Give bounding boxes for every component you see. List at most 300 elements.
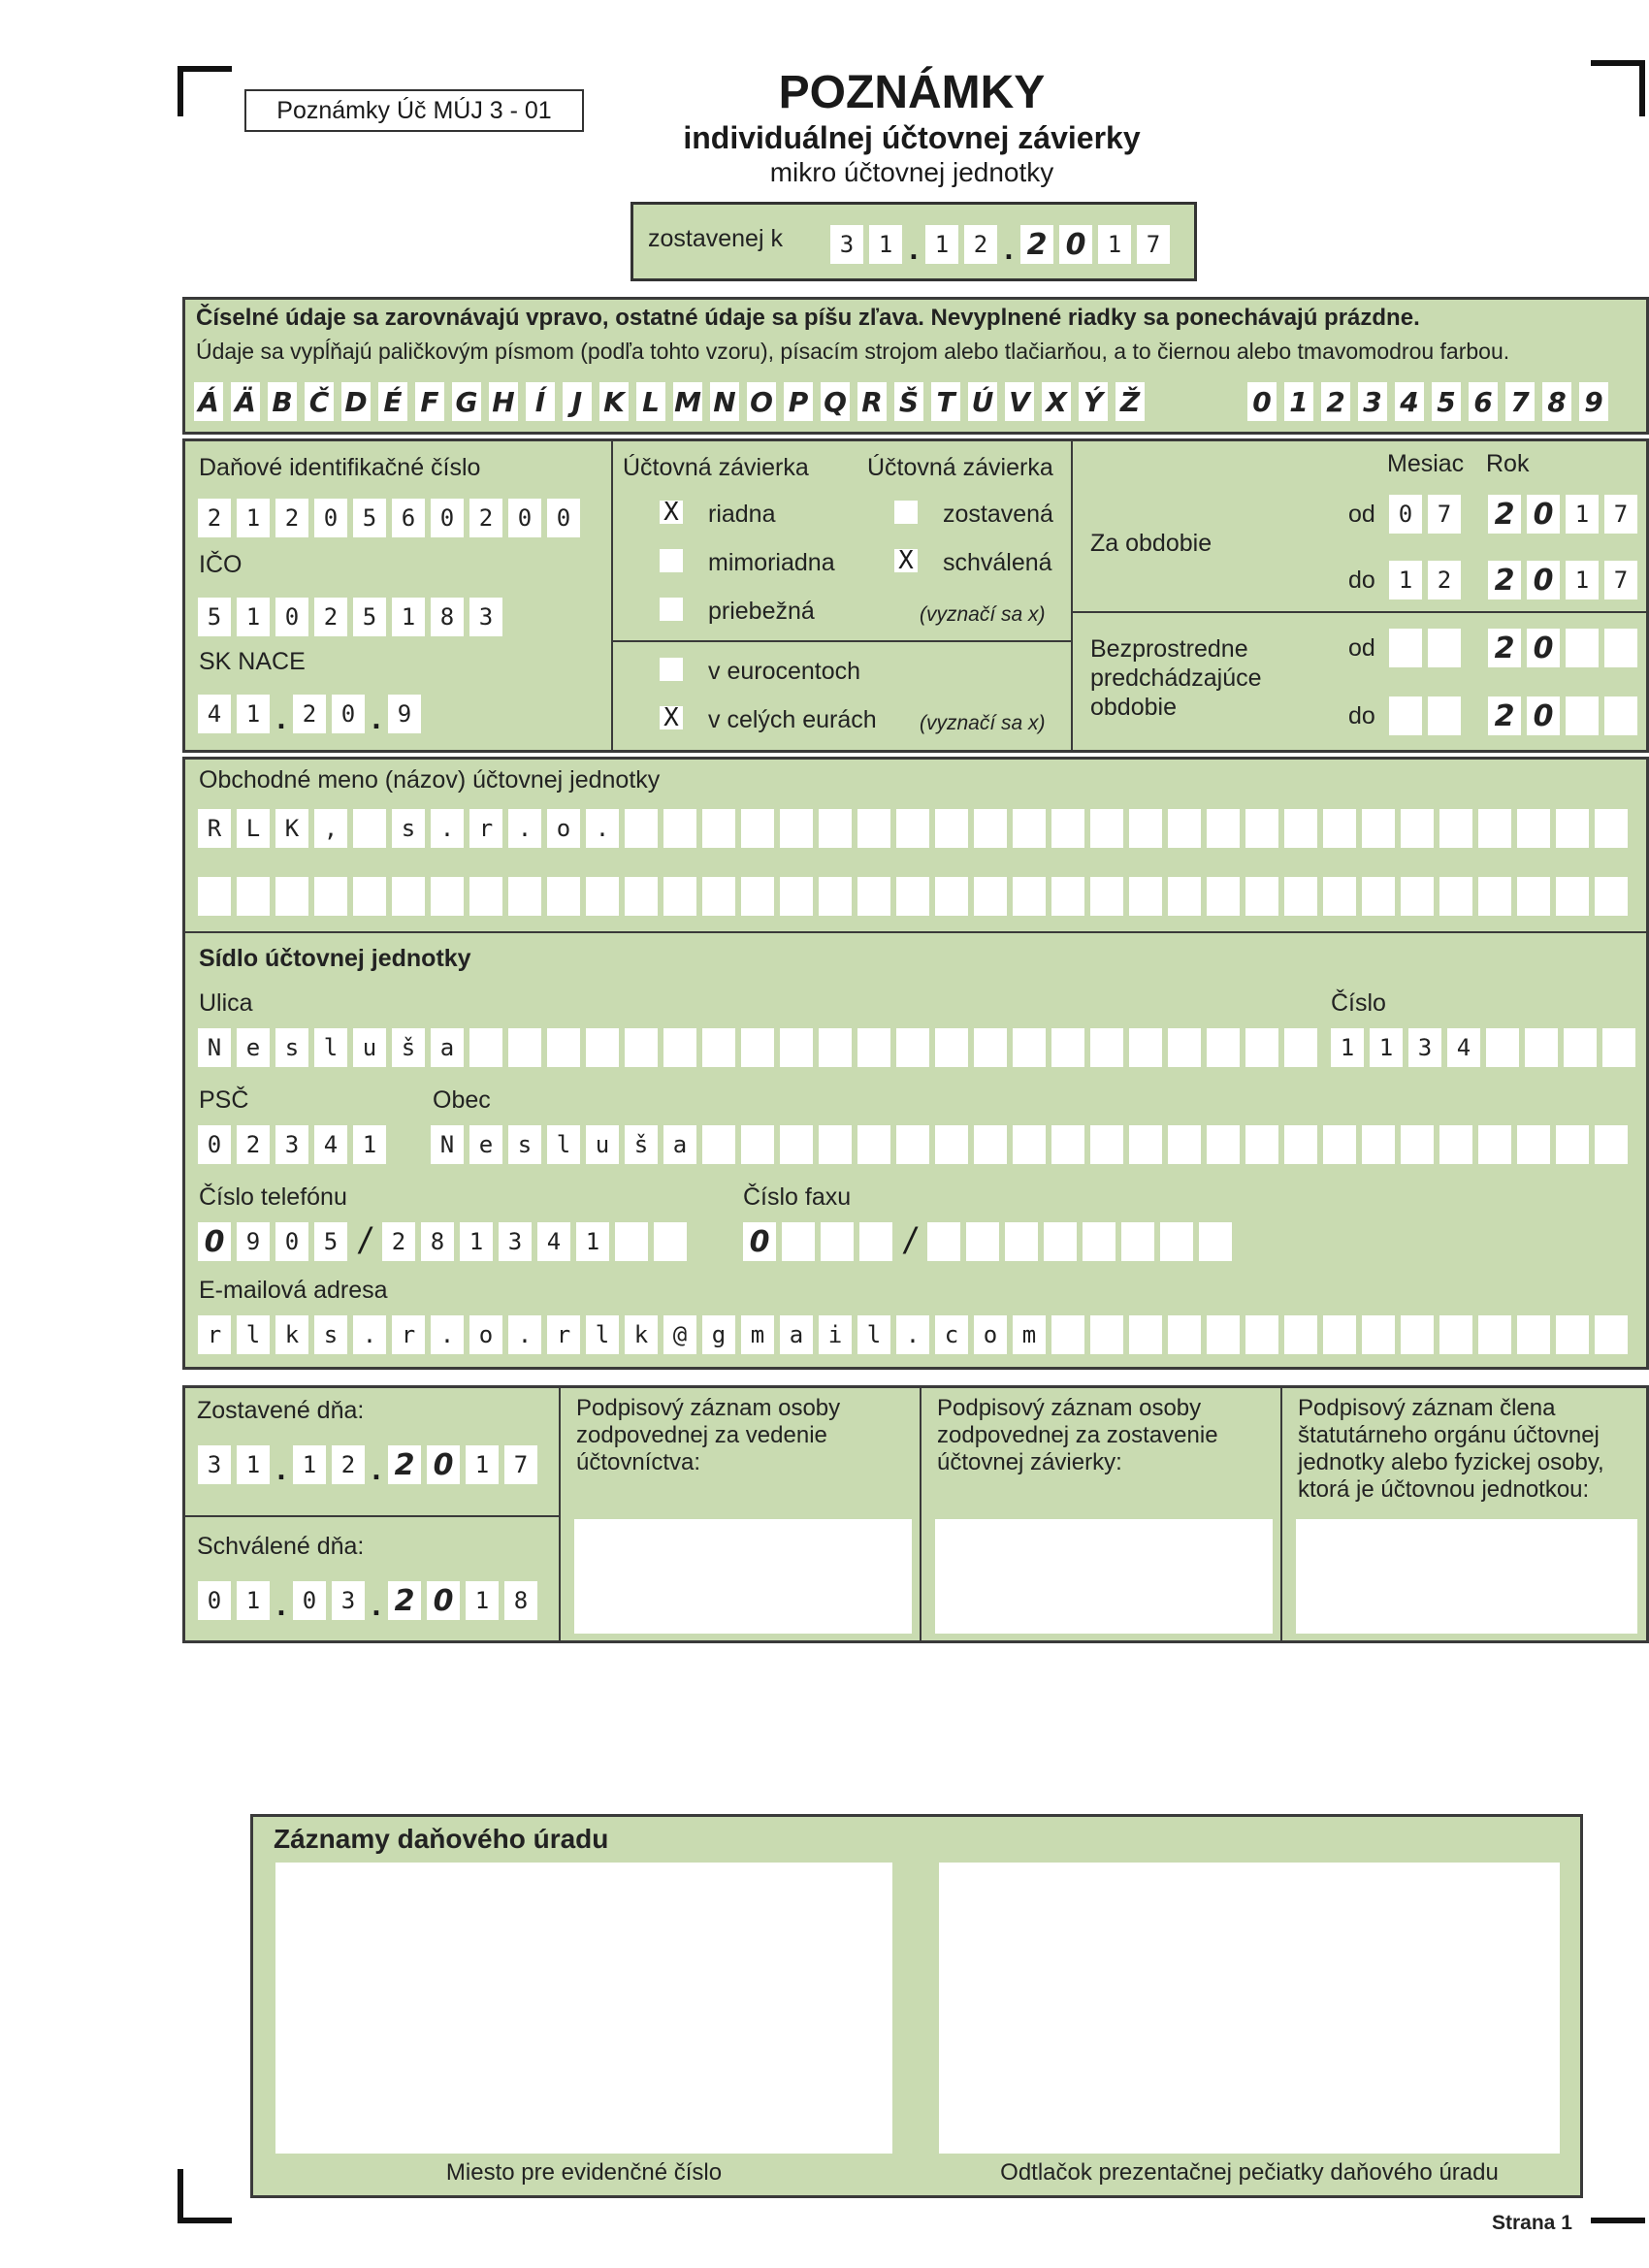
char-cell bbox=[896, 809, 929, 848]
char-cell bbox=[1245, 1315, 1278, 1354]
compiled-label: zostavenej k bbox=[648, 225, 783, 252]
char-cell bbox=[1168, 809, 1201, 848]
prev-to-label: do bbox=[1348, 702, 1375, 729]
char-cell bbox=[1323, 1125, 1356, 1164]
char-cell: 2 bbox=[964, 225, 997, 264]
char-cell bbox=[469, 877, 502, 916]
label-euro: v celých eurách bbox=[708, 706, 877, 733]
char-cell bbox=[1556, 1125, 1589, 1164]
signature-box-compiler[interactable] bbox=[935, 1519, 1273, 1634]
char-cell: g bbox=[702, 1315, 735, 1354]
char-cell bbox=[819, 1028, 852, 1067]
char-cell: 3 bbox=[275, 1125, 308, 1164]
char-cell: O bbox=[747, 382, 776, 421]
ico-field[interactable] bbox=[198, 594, 508, 636]
separator: . bbox=[372, 1587, 381, 1622]
checkbox-priebezna[interactable] bbox=[660, 598, 683, 621]
char-cell bbox=[1595, 877, 1628, 916]
previous-from-year[interactable] bbox=[1488, 625, 1643, 667]
char-cell bbox=[859, 1222, 892, 1261]
char-cell: 1 bbox=[460, 1222, 493, 1261]
char-cell bbox=[966, 1222, 999, 1261]
approved-on-label: Schválené dňa: bbox=[197, 1533, 365, 1560]
char-cell: . bbox=[896, 1315, 929, 1354]
char-cell: 0 bbox=[1527, 495, 1560, 534]
separator: . bbox=[372, 1451, 381, 1486]
registration-number-caption: Miesto pre evidenčné číslo bbox=[445, 2159, 723, 2186]
char-cell: 0 bbox=[198, 1222, 231, 1261]
char-cell bbox=[1168, 877, 1201, 916]
divider bbox=[184, 931, 1649, 933]
char-cell bbox=[353, 809, 386, 848]
char-cell: T bbox=[931, 382, 960, 421]
char-cell: a bbox=[663, 1125, 696, 1164]
char-cell bbox=[1005, 1222, 1038, 1261]
char-cell bbox=[1595, 1125, 1628, 1164]
previous-period-label: Bezprostredne predchádzajúce obdobie bbox=[1090, 635, 1262, 721]
char-cell: i bbox=[819, 1315, 852, 1354]
char-cell: 0 bbox=[1527, 629, 1560, 667]
char-cell bbox=[1013, 1028, 1046, 1067]
previous-from-month[interactable] bbox=[1389, 625, 1467, 667]
street-field[interactable] bbox=[198, 1024, 1323, 1067]
corner-mark-bottom-right bbox=[1591, 2218, 1645, 2223]
char-cell bbox=[1129, 1028, 1162, 1067]
dic-label: Daňové identifikačné číslo bbox=[199, 454, 481, 481]
char-cell bbox=[702, 809, 735, 848]
char-cell bbox=[625, 877, 658, 916]
char-cell: . bbox=[508, 1315, 541, 1354]
signature-label-accounting: Podpisový záznam osoby zodpovednej za vedenie účtovníctva: bbox=[576, 1395, 841, 1475]
char-cell bbox=[741, 1028, 774, 1067]
char-cell: J bbox=[563, 382, 592, 421]
divider bbox=[559, 1387, 561, 1641]
char-cell bbox=[275, 877, 308, 916]
char-cell: 0 bbox=[427, 1445, 460, 1484]
char-cell: 5 bbox=[353, 499, 386, 537]
char-cell: 2 bbox=[382, 1222, 415, 1261]
char-cell bbox=[896, 877, 929, 916]
char-cell: P bbox=[784, 382, 813, 421]
sample-digits bbox=[1247, 378, 1616, 421]
char-cell: R bbox=[857, 382, 887, 421]
char-cell: 3 bbox=[332, 1581, 365, 1620]
char-cell: 8 bbox=[421, 1222, 454, 1261]
label-schvalena: schválená bbox=[943, 549, 1052, 576]
char-cell: a bbox=[431, 1028, 464, 1067]
dic-field[interactable] bbox=[198, 495, 586, 537]
char-cell: o bbox=[469, 1315, 502, 1354]
char-cell: Ž bbox=[1116, 382, 1145, 421]
company-name-label: Obchodné meno (názov) účtovnej jednotky bbox=[199, 766, 661, 794]
char-cell bbox=[935, 1028, 968, 1067]
char-cell bbox=[1362, 1315, 1395, 1354]
char-cell: 2 bbox=[1488, 629, 1521, 667]
char-cell bbox=[353, 877, 386, 916]
char-cell bbox=[237, 877, 270, 916]
slash-separator: / bbox=[904, 1220, 916, 1262]
char-cell: u bbox=[353, 1028, 386, 1067]
char-cell: . bbox=[431, 809, 464, 848]
char-cell bbox=[741, 1125, 774, 1164]
char-cell: 5 bbox=[1432, 382, 1461, 421]
char-cell bbox=[1517, 809, 1550, 848]
current-to-month[interactable] bbox=[1389, 557, 1467, 599]
char-cell: 0 bbox=[275, 598, 308, 636]
char-cell bbox=[1517, 877, 1550, 916]
char-cell bbox=[469, 1028, 502, 1067]
page-number: Strana 1 bbox=[1492, 2212, 1572, 2234]
char-cell bbox=[663, 1028, 696, 1067]
checkbox-mimoriadna[interactable] bbox=[660, 549, 683, 572]
char-cell: s bbox=[392, 809, 425, 848]
char-cell bbox=[1525, 1028, 1558, 1067]
char-cell: 1 bbox=[466, 1581, 499, 1620]
signature-box-accounting[interactable] bbox=[574, 1519, 912, 1634]
char-cell: @ bbox=[663, 1315, 696, 1354]
char-cell: 3 bbox=[830, 225, 863, 264]
char-cell bbox=[1323, 809, 1356, 848]
char-cell: 1 bbox=[1331, 1028, 1364, 1067]
char-cell: 0 bbox=[275, 1222, 308, 1261]
char-cell: 2 bbox=[314, 598, 347, 636]
previous-to-year[interactable] bbox=[1488, 693, 1643, 735]
char-cell bbox=[547, 877, 580, 916]
char-cell bbox=[1478, 809, 1511, 848]
char-cell: 0 bbox=[1389, 495, 1422, 534]
char-cell: B bbox=[268, 382, 297, 421]
to-label: do bbox=[1348, 567, 1375, 594]
nace-field[interactable] bbox=[198, 691, 427, 733]
char-cell bbox=[1362, 1125, 1395, 1164]
email-field[interactable] bbox=[198, 1312, 1633, 1354]
char-cell bbox=[935, 1125, 968, 1164]
char-cell bbox=[857, 1125, 890, 1164]
char-cell bbox=[1245, 1028, 1278, 1067]
char-cell: 2 bbox=[237, 1125, 270, 1164]
char-cell: 1 bbox=[237, 1445, 270, 1484]
char-cell: Í bbox=[526, 382, 555, 421]
char-cell bbox=[508, 877, 541, 916]
char-cell: 5 bbox=[198, 598, 231, 636]
corner-mark-top-left-v bbox=[178, 66, 183, 116]
char-cell: 1 bbox=[1098, 225, 1131, 264]
char-cell: 1 bbox=[392, 598, 425, 636]
char-cell bbox=[896, 1028, 929, 1067]
char-cell bbox=[1556, 877, 1589, 916]
year-header: Rok bbox=[1486, 450, 1530, 477]
char-cell: . bbox=[586, 809, 619, 848]
char-cell bbox=[780, 809, 813, 848]
char-cell: 3 bbox=[1408, 1028, 1441, 1067]
char-cell: . bbox=[431, 1315, 464, 1354]
ico-label: IČO bbox=[199, 551, 242, 578]
char-cell: 1 bbox=[925, 225, 958, 264]
char-cell: 0 bbox=[332, 695, 365, 733]
char-cell bbox=[935, 877, 968, 916]
char-cell: 4 bbox=[1395, 382, 1424, 421]
char-cell: 3 bbox=[1358, 382, 1387, 421]
label-eurocent: v eurocentoch bbox=[708, 658, 861, 685]
char-cell: . bbox=[353, 1315, 386, 1354]
char-cell: 2 bbox=[1488, 495, 1521, 534]
company-name-row-2[interactable] bbox=[198, 873, 1633, 916]
char-cell bbox=[857, 1028, 890, 1067]
char-cell: L bbox=[636, 382, 665, 421]
char-cell bbox=[1051, 1028, 1084, 1067]
char-cell bbox=[702, 1028, 735, 1067]
checkbox-riadna[interactable]: X bbox=[660, 501, 683, 524]
char-cell bbox=[1486, 1028, 1519, 1067]
char-cell bbox=[1478, 877, 1511, 916]
registration-number-box[interactable] bbox=[275, 1863, 892, 2154]
char-cell bbox=[780, 1125, 813, 1164]
char-cell bbox=[1129, 809, 1162, 848]
char-cell: Š bbox=[894, 382, 923, 421]
char-cell bbox=[819, 1125, 852, 1164]
char-cell: 7 bbox=[1604, 495, 1637, 534]
char-cell bbox=[702, 1125, 735, 1164]
char-cell bbox=[1090, 1315, 1123, 1354]
divider bbox=[611, 440, 613, 751]
char-cell: Ä bbox=[231, 382, 260, 421]
city-field[interactable] bbox=[431, 1121, 1633, 1164]
separator: . bbox=[1004, 231, 1014, 266]
signature-label-statutory: Podpisový záznam člena štatutárneho orgánu účtovnej jednotky alebo fyzickej osoby, ktorá je účtovnou jednotkou: bbox=[1298, 1395, 1604, 1503]
seat-label: Sídlo účtovnej jednotky bbox=[199, 945, 471, 972]
char-cell bbox=[1595, 809, 1628, 848]
char-cell: Q bbox=[821, 382, 850, 421]
char-cell: 1 bbox=[237, 1581, 270, 1620]
char-cell: Ý bbox=[1079, 382, 1108, 421]
stamp-box[interactable] bbox=[939, 1863, 1560, 2154]
char-cell: 0 bbox=[1247, 382, 1277, 421]
char-cell bbox=[1566, 697, 1599, 735]
char-cell bbox=[663, 877, 696, 916]
char-cell: 2 bbox=[198, 499, 231, 537]
char-cell bbox=[1245, 877, 1278, 916]
char-cell: 2 bbox=[293, 695, 326, 733]
char-cell bbox=[741, 809, 774, 848]
char-cell: H bbox=[489, 382, 518, 421]
char-cell bbox=[547, 1028, 580, 1067]
char-cell: V bbox=[1005, 382, 1034, 421]
char-cell: Č bbox=[305, 382, 334, 421]
char-cell bbox=[1168, 1125, 1201, 1164]
char-cell bbox=[1284, 877, 1317, 916]
compiled-date[interactable] bbox=[830, 221, 1176, 264]
char-cell bbox=[1362, 877, 1395, 916]
separator: . bbox=[372, 700, 381, 735]
char-cell bbox=[1595, 1315, 1628, 1354]
char-cell bbox=[1323, 1315, 1356, 1354]
char-cell: 1 bbox=[237, 499, 270, 537]
char-cell: e bbox=[237, 1028, 270, 1067]
char-cell: 0 bbox=[198, 1125, 231, 1164]
form-code-box: Poznámky Úč MÚJ 3 - 01 bbox=[244, 89, 584, 132]
char-cell: 1 bbox=[1370, 1028, 1403, 1067]
char-cell: 7 bbox=[1137, 225, 1170, 264]
divider bbox=[611, 640, 1073, 642]
char-cell: 6 bbox=[392, 499, 425, 537]
tax-office-title: Záznamy daňového úradu bbox=[274, 1824, 609, 1854]
char-cell bbox=[586, 1028, 619, 1067]
char-cell: s bbox=[508, 1125, 541, 1164]
char-cell bbox=[1439, 1315, 1472, 1354]
label-riadna: riadna bbox=[708, 501, 776, 528]
char-cell bbox=[819, 809, 852, 848]
divider bbox=[920, 1387, 922, 1641]
signature-label-compiler: Podpisový záznam osoby zodpovednej za zostavenie účtovnej závierky: bbox=[937, 1395, 1218, 1475]
fax-field[interactable] bbox=[743, 1218, 1238, 1261]
char-cell bbox=[1323, 877, 1356, 916]
char-cell bbox=[1129, 877, 1162, 916]
char-cell bbox=[1207, 1028, 1240, 1067]
char-cell: l bbox=[547, 1125, 580, 1164]
checkbox-euro[interactable]: X bbox=[660, 706, 683, 729]
char-cell bbox=[780, 1028, 813, 1067]
phone-field[interactable] bbox=[198, 1218, 693, 1261]
note-mark-x: (vyznačí sa x) bbox=[920, 603, 1046, 626]
char-cell: 0 bbox=[508, 499, 541, 537]
char-cell: 4 bbox=[1447, 1028, 1480, 1067]
char-cell: 3 bbox=[499, 1222, 532, 1261]
char-cell: 8 bbox=[504, 1581, 537, 1620]
city-label: Obec bbox=[433, 1086, 491, 1114]
char-cell bbox=[1207, 1125, 1240, 1164]
char-cell: 1 bbox=[293, 1445, 326, 1484]
char-cell bbox=[1401, 877, 1434, 916]
char-cell: 1 bbox=[1566, 561, 1599, 599]
char-cell bbox=[819, 877, 852, 916]
month-header: Mesiac bbox=[1387, 450, 1465, 477]
char-cell bbox=[927, 1222, 960, 1261]
char-cell: 9 bbox=[237, 1222, 270, 1261]
char-cell: 2 bbox=[1428, 561, 1461, 599]
char-cell bbox=[1401, 809, 1434, 848]
char-cell bbox=[1564, 1028, 1597, 1067]
char-cell bbox=[1556, 1315, 1589, 1354]
char-cell: š bbox=[625, 1125, 658, 1164]
compiled-on-label: Zostavené dňa: bbox=[197, 1397, 365, 1424]
char-cell bbox=[654, 1222, 687, 1261]
divider bbox=[1071, 611, 1649, 613]
char-cell bbox=[1051, 1125, 1084, 1164]
char-cell bbox=[615, 1222, 648, 1261]
from-label: od bbox=[1348, 501, 1375, 528]
char-cell: 4 bbox=[537, 1222, 570, 1261]
instructions-line-1: Číselné údaje sa zarovnávajú vpravo, ostatné údaje sa píšu zľava. Nevyplnené riadky sa ponechávajú prázdne. bbox=[196, 305, 1420, 331]
checkbox-eurocent[interactable] bbox=[660, 658, 683, 681]
char-cell bbox=[392, 877, 425, 916]
char-cell: e bbox=[469, 1125, 502, 1164]
corner-mark-bottom-left bbox=[178, 2169, 183, 2223]
char-cell: u bbox=[586, 1125, 619, 1164]
char-cell: N bbox=[431, 1125, 464, 1164]
char-cell: š bbox=[392, 1028, 425, 1067]
char-cell: 1 bbox=[353, 1125, 386, 1164]
char-cell bbox=[1439, 1125, 1472, 1164]
corner-mark-top-right-v bbox=[1639, 60, 1645, 116]
sample-letters bbox=[194, 378, 1152, 421]
zip-field[interactable] bbox=[198, 1121, 392, 1164]
char-cell: k bbox=[625, 1315, 658, 1354]
current-from-year[interactable] bbox=[1488, 491, 1643, 534]
char-cell bbox=[1284, 1028, 1317, 1067]
company-name-row-1[interactable] bbox=[198, 805, 1633, 848]
char-cell bbox=[1439, 877, 1472, 916]
char-cell bbox=[1013, 809, 1046, 848]
char-cell bbox=[780, 877, 813, 916]
char-cell bbox=[1199, 1222, 1232, 1261]
char-cell: . bbox=[508, 809, 541, 848]
char-cell: 1 bbox=[1389, 561, 1422, 599]
char-cell: 7 bbox=[504, 1445, 537, 1484]
separator: . bbox=[909, 231, 919, 266]
label-mimoriadna: mimoriadna bbox=[708, 549, 835, 576]
char-cell: 1 bbox=[1566, 495, 1599, 534]
char-cell bbox=[198, 877, 231, 916]
nace-label: SK NACE bbox=[199, 648, 306, 675]
char-cell bbox=[782, 1222, 815, 1261]
signature-box-statutory[interactable] bbox=[1296, 1519, 1637, 1634]
number-field[interactable] bbox=[1331, 1024, 1641, 1067]
char-cell bbox=[1428, 697, 1461, 735]
char-cell: M bbox=[673, 382, 702, 421]
current-to-year[interactable] bbox=[1488, 557, 1643, 599]
checkbox-zostavena[interactable] bbox=[894, 501, 918, 524]
corner-mark-top-left bbox=[178, 66, 232, 72]
street-label: Ulica bbox=[199, 989, 253, 1017]
current-period-label: Za obdobie bbox=[1090, 530, 1212, 557]
compiled-on-date[interactable] bbox=[198, 1442, 543, 1484]
char-cell: m bbox=[741, 1315, 774, 1354]
char-cell bbox=[702, 877, 735, 916]
label-priebezna: priebežná bbox=[708, 598, 815, 625]
prev-from-label: od bbox=[1348, 634, 1375, 662]
char-cell bbox=[974, 877, 1007, 916]
approved-on-date[interactable] bbox=[198, 1577, 543, 1620]
char-cell: o bbox=[974, 1315, 1007, 1354]
char-cell: k bbox=[275, 1315, 308, 1354]
page-subtitle: individuálnej účtovnej závierky bbox=[683, 120, 1141, 155]
char-cell: 2 bbox=[388, 1445, 421, 1484]
instructions-line-2: Údaje sa vypĺňajú paličkovým písmom (podľa tohto vzoru), písacím strojom alebo tlačiarňou, a to čiernou alebo tmavomodrou farbou. bbox=[196, 339, 1510, 364]
char-cell bbox=[1207, 809, 1240, 848]
char-cell bbox=[1013, 877, 1046, 916]
char-cell: 0 bbox=[427, 1581, 460, 1620]
checkbox-schvalena[interactable]: X bbox=[894, 549, 918, 572]
char-cell: K bbox=[599, 382, 629, 421]
current-from-month[interactable] bbox=[1389, 491, 1467, 534]
char-cell: 0 bbox=[314, 499, 347, 537]
char-cell: r bbox=[547, 1315, 580, 1354]
char-cell bbox=[1389, 697, 1422, 735]
char-cell bbox=[896, 1125, 929, 1164]
char-cell bbox=[1401, 1125, 1434, 1164]
char-cell: 2 bbox=[388, 1581, 421, 1620]
char-cell: 9 bbox=[388, 695, 421, 733]
fax-label: Číslo faxu bbox=[743, 1183, 852, 1211]
char-cell: 0 bbox=[198, 1581, 231, 1620]
char-cell: 5 bbox=[353, 598, 386, 636]
char-cell bbox=[625, 809, 658, 848]
previous-to-month[interactable] bbox=[1389, 693, 1467, 735]
char-cell: 1 bbox=[869, 225, 902, 264]
separator: . bbox=[276, 700, 286, 735]
char-cell: 7 bbox=[1604, 561, 1637, 599]
char-cell: 0 bbox=[547, 499, 580, 537]
